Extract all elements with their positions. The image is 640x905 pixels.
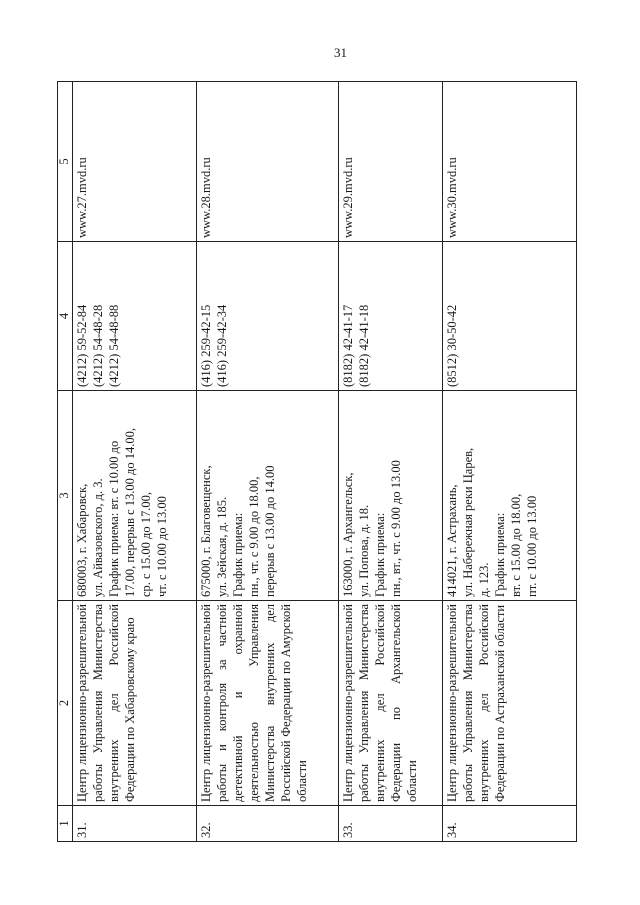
address-cell xyxy=(339,391,443,601)
address-line: чт. с 10.00 до 13.00 xyxy=(155,496,169,597)
row-number: 33. xyxy=(339,806,443,842)
address-line: ул. Попова, д. 18. xyxy=(357,504,371,597)
address-line: График приема: xyxy=(373,512,387,597)
address-line: пн., чт. с 9.00 до 18.00, xyxy=(247,476,261,597)
phone-number: (8182) 42-41-18 xyxy=(357,304,371,387)
address-line: пн., вт., чт. с 9.00 до 13.00 xyxy=(389,460,403,597)
center-name: Центр лицензионно-разрешительной работы Управления Министерства внутренних дел Российской Федерации по Архангельской области xyxy=(339,601,443,806)
address-cell xyxy=(443,391,577,601)
column-header: 5 xyxy=(58,82,73,242)
center-name: Центр лицензионно-разрешительной работы и контроля за частной детективной и охранной деятельностью Управления Министерства внутренних дел Российской Федерации по Амурской области xyxy=(197,601,339,806)
address-line: ул. Набережная реки Царев, xyxy=(461,447,475,597)
phones-cell xyxy=(197,242,339,391)
address-line: 163000, г. Архангельск, xyxy=(341,472,355,597)
website-link[interactable]: www.29.mvd.ru xyxy=(339,82,443,242)
address-line: 414021, г. Астрахань, xyxy=(445,484,459,597)
address-line: 680003, г. Хабаровск, xyxy=(75,483,89,597)
page-number: 31 xyxy=(334,45,347,60)
column-header: 2 xyxy=(58,601,73,806)
phones-cell xyxy=(73,242,197,391)
column-header: 4 xyxy=(58,242,73,391)
rotated-table-container xyxy=(57,82,577,842)
address-line: График приема: xyxy=(493,512,507,597)
address-line: д. 123. xyxy=(477,562,491,597)
address-cell xyxy=(73,391,197,601)
address-line: перерыв с 13.00 до 14.00 xyxy=(263,465,277,597)
phones-cell xyxy=(339,242,443,391)
phone-number: (416) 259-42-34 xyxy=(215,304,229,387)
address-line: График приема: xyxy=(231,512,245,597)
table-row xyxy=(73,82,197,842)
center-name: Центр лицензионно-разрешительной работы Управления Министерства внутренних дел Российской Федерации по Астраханской области xyxy=(443,601,577,806)
phone-number: (416) 259-42-15 xyxy=(199,304,213,387)
table-row xyxy=(339,82,443,842)
address-line: ул. Зейская, д. 185. xyxy=(215,496,229,597)
phone-number: (4212) 59-52-84 xyxy=(75,304,89,387)
address-line: График приема: вт. с 10.00 до xyxy=(107,440,121,597)
phones-cell xyxy=(443,242,577,391)
center-name: Центр лицензионно-разрешительной работы Управления Министерства внутренних дел Российской Федерации по Хабаровскому краю xyxy=(73,601,197,806)
address-line: 17.00, перерыв с 13.00 до 14.00, xyxy=(123,428,137,597)
column-header: 1 xyxy=(58,806,73,842)
address-line: 675000, г. Благовещенск, xyxy=(199,465,213,597)
phone-number: (4212) 54-48-88 xyxy=(107,304,121,387)
column-header: 3 xyxy=(58,391,73,601)
website-link[interactable]: www.30.mvd.ru xyxy=(443,82,577,242)
table-row xyxy=(197,82,339,842)
table-header-row xyxy=(58,82,73,842)
licensing-centers-table xyxy=(57,81,577,842)
address-line: ср. с 15.00 до 17.00, xyxy=(139,492,153,597)
address-line: пт. с 10.00 до 13.00 xyxy=(525,495,539,597)
address-cell xyxy=(197,391,339,601)
address-line: ул. Айвазовского, д. 3. xyxy=(91,478,105,597)
website-link[interactable]: www.27.mvd.ru xyxy=(73,82,197,242)
row-number: 34. xyxy=(443,806,577,842)
table-row xyxy=(443,82,577,842)
website-link[interactable]: www.28.mvd.ru xyxy=(197,82,339,242)
phone-number: (4212) 54-48-28 xyxy=(91,304,105,387)
row-number: 32. xyxy=(197,806,339,842)
address-line: вт. с 15.00 до 18.00, xyxy=(509,493,523,597)
phone-number: (8182) 42-41-17 xyxy=(341,304,355,387)
row-number: 31. xyxy=(73,806,197,842)
phone-number: (8512) 30-50-42 xyxy=(445,304,459,387)
